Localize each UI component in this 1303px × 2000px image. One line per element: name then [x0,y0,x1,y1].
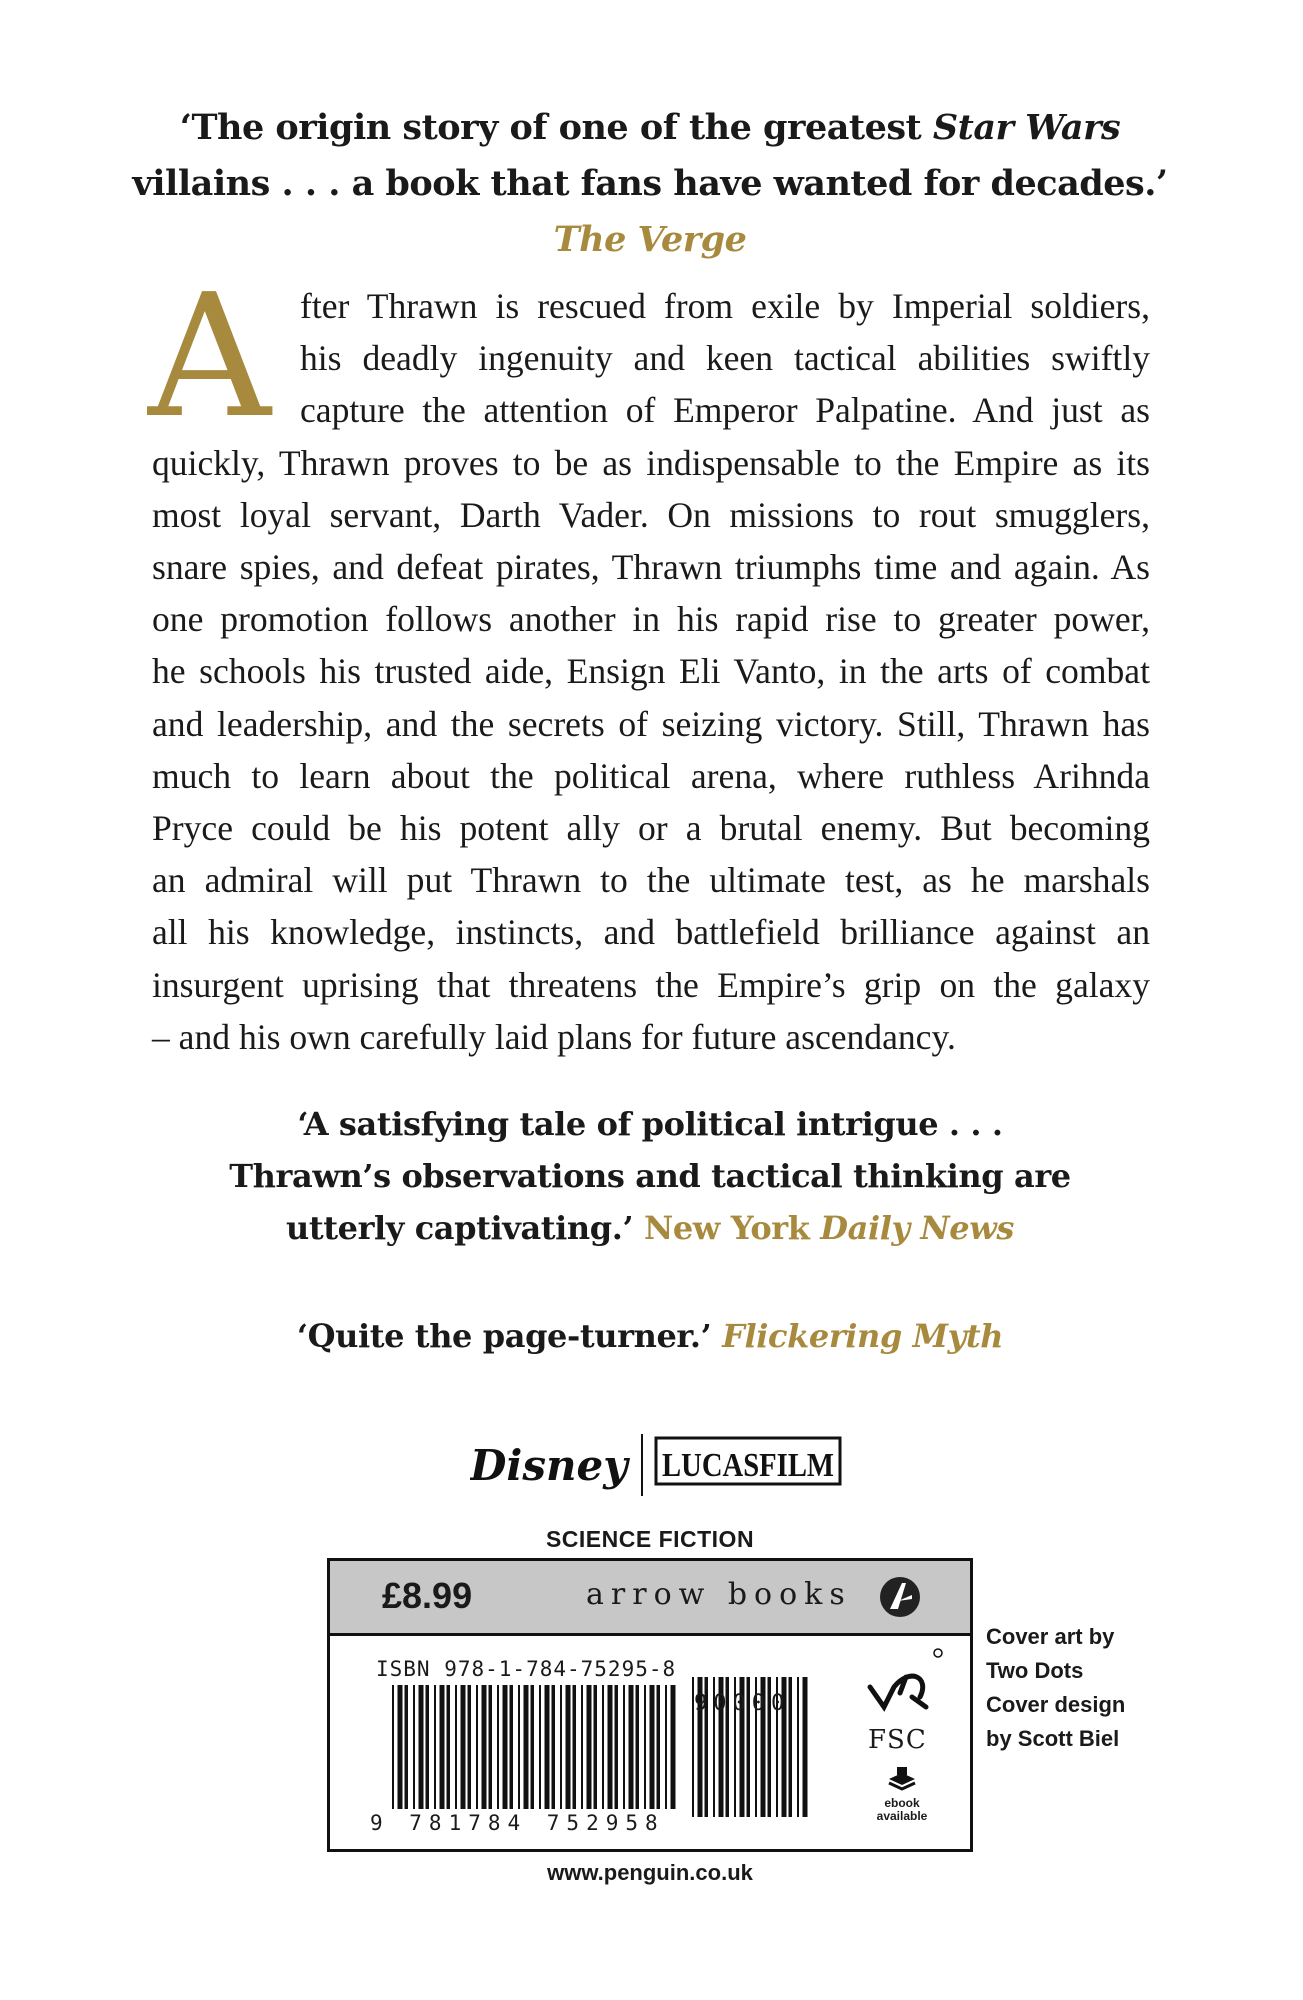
quote-source: Flickering Myth [722,1317,1004,1355]
barcode-bar [392,1685,394,1809]
ebook-icon [887,1765,917,1791]
quote-line: utterly captivating.’ [285,1209,634,1247]
blurb-line: most loyal servant, Darth Vader. On missions to rout smugglers, [152,494,1150,535]
blurb-line: – and his own carefully laid plans for future ascendancy. [152,1016,956,1057]
blurb-line: one promotion follows another in his rapid rise to greater power, [152,599,1150,640]
barcode-bar [803,1677,808,1817]
barcode-bar [455,1685,457,1809]
barcode-bar [476,1685,478,1809]
fsc-tree-icon [860,1647,944,1727]
credit-line: by Scott Biel [986,1726,1120,1751]
barcode-bar [518,1685,520,1809]
brand-logos [470,1428,850,1500]
lucasfilm-logo: LUCASFILM [662,1447,834,1484]
blurb-line: all his knowledge, instincts, and battlefield brilliance against an [152,912,1150,953]
blurb-line: and leadership, and the secrets of seizing victory. Still, Thrawn has [152,703,1150,744]
ebook-label: ebook available [876,1796,928,1823]
review-quote-daily-news [120,1098,1180,1254]
isbn-label: ISBN 978-1-784-75295-8 [376,1657,677,1681]
barcode-bar [587,1685,592,1809]
price-band [330,1561,970,1636]
barcode-bar [531,1685,535,1809]
barcode-bar [797,1677,799,1817]
barcode-bar [602,1685,604,1809]
blurb-line: snare spies, and defeat pirates, Thrawn triumphs time and again. As [152,547,1150,588]
blurb-line: fter Thrawn is rescued from exile by Imperial soldiers, [300,286,1150,326]
barcode-bar [539,1685,541,1809]
barcode-bar [644,1685,646,1809]
barcode-bar [440,1685,445,1809]
barcode-bar [623,1685,625,1809]
credit-line: Cover art by [986,1624,1115,1649]
drop-cap: A [148,258,271,456]
barcode-bar [581,1685,583,1809]
credit-line: Cover design [986,1692,1126,1717]
blurb-line: insurgent uprising that threatens the Empire’s grip on the galaxy [152,964,1150,1005]
blurb-line: much to learn about the political arena, where ruthless Arihnda [152,755,1150,796]
barcode-bar [566,1685,571,1809]
barcode-bar [434,1685,436,1809]
barcode-bar [665,1685,667,1809]
barcode-bar [405,1685,409,1809]
barcode-bar [510,1685,514,1809]
barcode-bar [573,1685,577,1809]
cover-credits [986,1620,1125,1756]
review-quote-verge [120,100,1180,268]
barcode-bar [468,1685,472,1809]
barcode-bar [615,1685,619,1809]
quote-line: villains . . . a book that fans have wanted for decades.’ [132,163,1168,204]
barcode-bar [552,1685,556,1809]
quote-source: New York Daily News [644,1209,1014,1247]
barcode-bar [524,1685,529,1809]
price: £8.99 [382,1575,473,1616]
barcode-bar [636,1685,640,1809]
barcode-bar [594,1685,598,1809]
category-label: SCIENCE FICTION [545,1526,755,1552]
barcode-bar [650,1685,655,1809]
barcode-bar [447,1685,451,1809]
barcode-bar [560,1685,562,1809]
barcode-bar [503,1685,508,1809]
barcode-bar [629,1685,634,1809]
quote-italic-title: Star Wars [932,107,1121,148]
barcode-bar [482,1685,487,1809]
blurb-line: he schools his trusted aide, Ensign Eli Vanto, in the arts of combat [152,651,1150,692]
barcode-bar [426,1685,430,1809]
isbn-barcode [390,1685,680,1809]
review-quote-flickering-myth [120,1310,1180,1362]
arrow-books-logo-icon [878,1575,922,1619]
quote-line: ‘A satisfying tale of political intrigue . . . [297,1105,1003,1143]
addon-number: 90000 [694,1691,791,1716]
quote-line: ‘Quite the page-turner.’ [296,1317,712,1355]
isbn-digits: 9 781784 752958 [370,1811,665,1835]
barcode-box [327,1558,973,1852]
fsc-label: FSC [868,1725,927,1755]
publisher-url: www.penguin.co.uk [547,1860,753,1885]
barcode-bar [413,1685,415,1809]
barcode-bar [489,1685,493,1809]
quote-line: Thrawn’s observations and tactical thinking are [229,1157,1071,1195]
blurb-line: an admiral will put Thrawn to the ultimate test, as he marshals [152,860,1150,901]
blurb-line: quickly, Thrawn proves to be as indispensable to the Empire as its [152,442,1150,483]
barcode-bar [608,1685,613,1809]
blurb-line: his deadly ingenuity and keen tactical abilities swiftly [300,338,1150,379]
blurb-line: Pryce could be his potent ally or a brutal enemy. But becoming [152,808,1150,849]
barcode-bar [419,1685,424,1809]
barcode-bar [461,1685,466,1809]
barcode-bar [657,1685,661,1809]
barcode-bar [671,1685,676,1809]
publisher-name: arrow books [586,1577,852,1612]
quote-source: The Verge [553,219,747,260]
barcode-bar [497,1685,499,1809]
blurb-paragraph [152,280,1150,1063]
quote-line: ‘The origin story of one of the greatest Star Wars [179,107,1121,148]
credit-line: Two Dots [986,1658,1084,1683]
blurb-line: capture the attention of Emperor Palpatine. And just as [300,390,1150,431]
barcode-bar [398,1685,403,1809]
barcode-bar [545,1685,550,1809]
disney-logo: Disney [470,1441,628,1490]
